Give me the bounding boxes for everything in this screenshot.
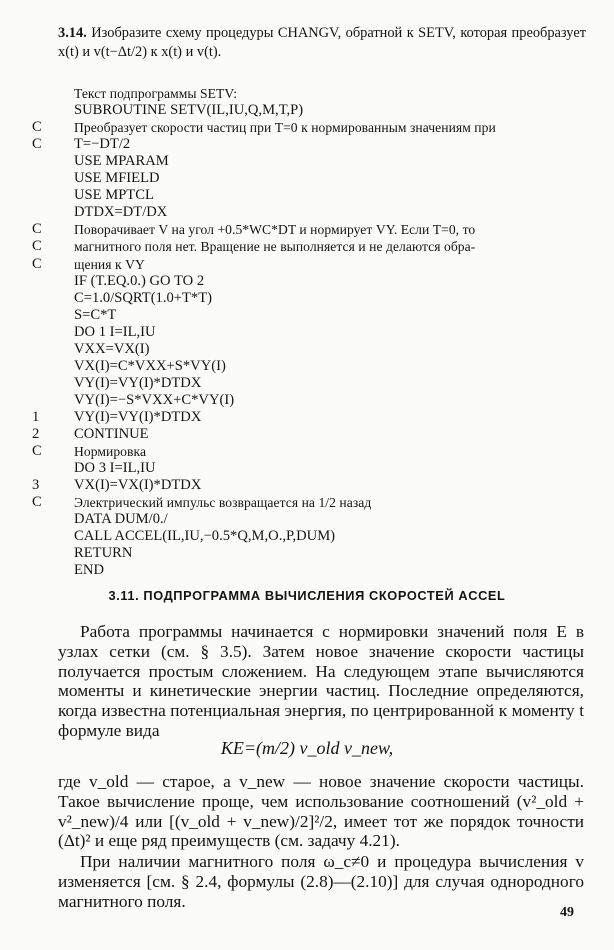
code-line-text: Электрический импульс возвращается на 1/2 назад [74, 495, 372, 511]
code-line-label: 1 [32, 408, 40, 425]
code-line-label: C [32, 119, 42, 136]
code-line-text: IF (T.EQ.0.) GO TO 2 [74, 272, 205, 289]
paragraph-3: При наличии магнитного поля ω_c≠0 и процедура вычисления v изменяется [см. § 2.4, формулы (2.8)—(2.10)] для случая однородного магнитного поля. [58, 852, 584, 911]
code-line-text: VY(I)=VY(I)*DTDX [74, 408, 202, 425]
code-line-text: CONTINUE [74, 426, 149, 442]
code-line-text: VX(I)=VX(I)*DTDX [74, 477, 202, 494]
problem-statement [58, 24, 586, 62]
code-line-text: Поворачивает V на угол +0.5*WC*DT и нормирует VY. Если T=0, то [74, 222, 476, 238]
code-line-text: DO 1 I=IL,IU [74, 323, 156, 340]
code-line-label: 3 [32, 477, 40, 494]
code-line-text: USE MFIELD [74, 170, 160, 187]
code-line-text: VY(I)=VY(I)*DTDX [74, 374, 202, 391]
code-line-text: VXX=VX(I) [74, 340, 150, 357]
code-line-text: CALL ACCEL(IL,IU,−0.5*Q,M,O.,P,DUM) [74, 528, 336, 545]
problem-number: 3.14. [58, 25, 87, 41]
paragraph-2: где v_old — старое, а v_new — новое значение скорости частицы. Такое вычисление проще, чем использование соотношений (v²_old + v²_new)/4 или [(v_old + v_new)/2]²/2, имеет тот же порядок точности (Δt)² и еще ряд преимуществ (см. задачу 4.21). [58, 772, 584, 851]
code-line-text: щения к VY [74, 256, 145, 272]
code-line-text: Текст подпрограммы SETV: [74, 86, 238, 101]
code-line-text: END [74, 562, 104, 579]
code-line-text: VX(I)=C*VXX+S*VY(I) [74, 357, 226, 374]
code-line-text: DATA DUM/0./ [74, 511, 168, 528]
code-line-label: 2 [32, 426, 40, 442]
problem-text: Изобразите схему процедуры CHANGV, обратной к SETV, которая преобразует x(t) и v(t−Δt/2) к x(t) и v(t). [58, 25, 586, 60]
code-line-text: S=C*T [74, 306, 117, 323]
paragraph-1: Работа программы начинается с нормировки значений поля E в узлах сетки (см. § 3.5). Затем новое значение скорости частицы получается простым сложением. На следующем этапе вычисляются моменты и кинетические энергии частиц. Последние определяются, когда известна потенциальная энергия, по центрированной к моменту t формуле вида [58, 622, 584, 740]
code-line-text: DTDX=DT/DX [74, 204, 168, 221]
code-line-text: SUBROUTINE SETV(IL,IU,Q,M,T,P) [74, 102, 304, 119]
code-line-text: USE MPTCL [74, 187, 154, 204]
code-line-text: RETURN [74, 545, 133, 562]
code-line-label: C [32, 443, 42, 460]
code-line-label: C [32, 221, 42, 238]
code-line-text: магнитного поля нет. Вращение не выполняется и не делаются обра- [74, 239, 476, 255]
page-number: 49 [560, 905, 574, 920]
code-line-label: C [32, 136, 42, 153]
code-line-text: C=1.0/SQRT(1.0+T*T) [74, 289, 213, 306]
code-line-text: Нормировка [74, 444, 147, 460]
section-title: 3.11. ПОДПРОГРАММА ВЫЧИСЛЕНИЯ СКОРОСТЕЙ ACCEL [108, 588, 506, 603]
code-line-label: C [32, 238, 42, 255]
code-line-label: C [32, 255, 42, 272]
code-line-text: Преобразует скорости частиц при T=0 к нормированным значениям при [74, 120, 496, 136]
formula-ke: KE=(m/2) v_old v_new, [220, 738, 394, 758]
code-line-text: DO 3 I=IL,IU [74, 460, 156, 477]
code-line-text: T=−DT/2 [74, 136, 131, 153]
code-line-text: USE MPARAM [74, 153, 169, 170]
code-line-label: C [32, 494, 42, 511]
code-line-text: VY(I)=−S*VXX+C*VY(I) [74, 391, 235, 408]
